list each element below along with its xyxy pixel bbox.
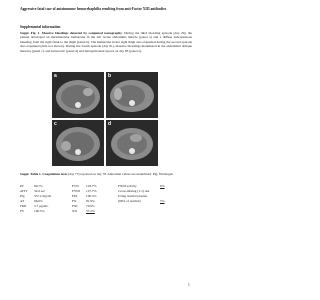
table-row: FXIII activity 6% — [118, 184, 165, 188]
coagulation-column-1 — [20, 184, 52, 214]
section-heading: Supplemental information — [20, 25, 61, 29]
ct-panel-c — [52, 120, 104, 166]
table-row: FX 81.9% — [72, 199, 95, 203]
table-row: PT 69.7% — [20, 184, 43, 188]
table-row: Plg 357.2 mg/dL — [20, 194, 52, 198]
coagulation-column-3 — [118, 184, 165, 204]
table-row: FXI 70.9% — [72, 204, 95, 208]
table-row: FVIII 127.7% — [72, 189, 97, 193]
table-row: Cross-mixing (1:1) test — [118, 189, 150, 193]
figure-text: During the third bleeding episode (day 29), the patient developed an intramuscular hematoma in the left rectus abdominis muscle (panel a) and a diffuse subcutaneous bleeding from the right flank to the thigh (panel b). The hematoma in her right thigh also expanded during the second episode also expanded (data not shown). During the fourth episode (day 61), massive bleedings manifested in the abdominal oblique muscles (panel c), and intraaortic (panel d) and intraperitoneal spaces on day 83 (panel e). — [20, 31, 192, 53]
table-row: FV 100.5% — [20, 209, 45, 213]
table-row: Using normal plasma — [118, 194, 148, 198]
figure-label: Suppl. Fig. 1. Massive bleedings detected by computed tomography. — [20, 31, 123, 35]
table-row: FIX 100.3% — [72, 194, 97, 198]
table-row: AT 96.6% — [20, 199, 43, 203]
document-title: Aggressive fatal case of autoimmune hemorrhaphilia resulting from anti-Factor XIII antibodies — [20, 7, 167, 11]
ct-scan-c — [52, 120, 104, 166]
ct-scan-b — [106, 72, 158, 118]
ct-scan-d — [106, 120, 158, 166]
panel-label: a — [54, 73, 57, 79]
panel-label: d — [108, 121, 112, 127]
figure-description — [20, 31, 192, 53]
coagulation-column-2 — [72, 184, 96, 214]
table-row: aPTT 32.6 sec — [20, 189, 46, 193]
panel-label: b — [108, 73, 112, 79]
table-row: FDP 3.7 µg/mL — [20, 204, 49, 208]
table-caption-label: Suppl. Table 1. Coagulation tests — [20, 172, 68, 176]
page-number: 1 — [188, 283, 190, 287]
ct-image-grid — [52, 72, 158, 166]
table-row: FVII 103.7% — [72, 184, 97, 188]
table-row: (96% of normal) 5% — [118, 199, 165, 203]
ct-panel-a — [52, 72, 104, 118]
table-caption — [20, 172, 192, 176]
ct-panel-d — [106, 120, 158, 166]
ct-panel-b — [106, 72, 158, 118]
table-caption-text: (day 77) reported on day 78. Abnormal values are underlined. Plg, fibrinogen — [67, 172, 174, 176]
ct-scan-a — [52, 72, 104, 118]
panel-label: c — [54, 121, 57, 127]
table-row: XII 37.2% — [72, 209, 95, 213]
